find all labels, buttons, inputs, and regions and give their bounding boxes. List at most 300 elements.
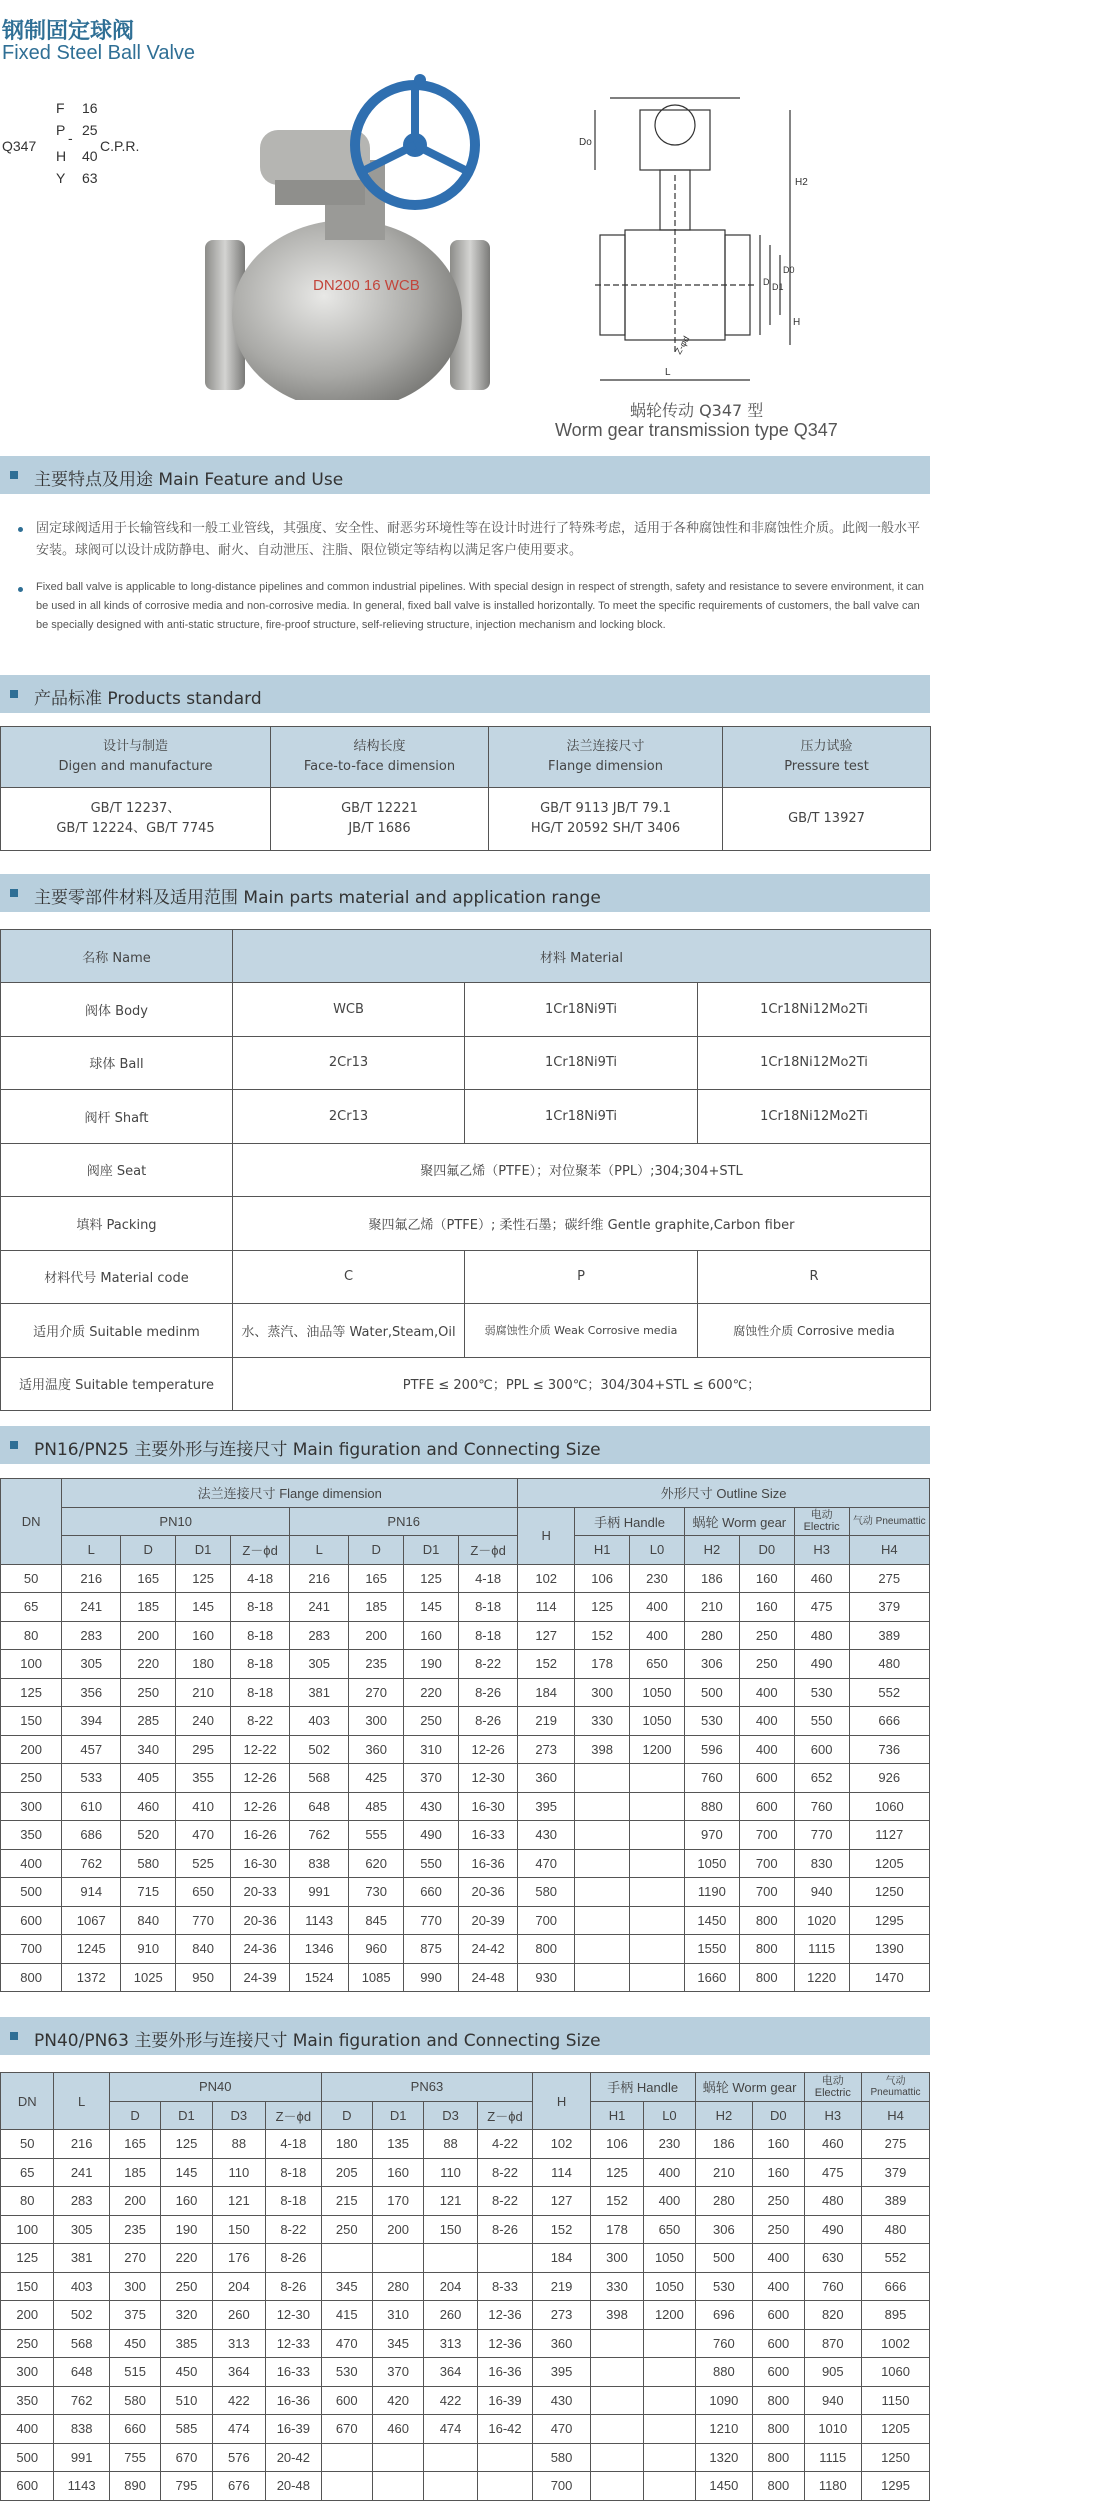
table-cell: 890 (109, 2472, 160, 2501)
drawing-label-h2: H2 (795, 177, 808, 188)
table-cell: 16-39 (477, 2386, 533, 2415)
table-cell: 1090 (695, 2386, 753, 2415)
table-cell: 430 (404, 1792, 459, 1821)
table-header-cell: 设计与制造 Digen and manufacture (1, 727, 271, 788)
table-cell: 1050 (684, 1849, 739, 1878)
table-cell: 135 (372, 2130, 423, 2159)
table-cell (575, 1821, 630, 1850)
table-header-cell: PN10 (62, 1507, 290, 1536)
table-cell: 345 (321, 2272, 372, 2301)
table-cell: 970 (684, 1821, 739, 1850)
section-bar-standard (0, 675, 930, 713)
table-cell: GB/T 12237、 GB/T 12224、GB/T 7745 (1, 788, 271, 851)
drawing-label-l: L (665, 367, 671, 378)
table-cell: 405 (121, 1764, 176, 1793)
table-cell: 300 (109, 2272, 160, 2301)
bullet-square-icon (10, 889, 18, 897)
table-cell: 8-22 (231, 1707, 290, 1736)
table-cell (630, 1821, 685, 1850)
table-cell: 152 (575, 1621, 630, 1650)
table-cell: 160 (753, 2158, 804, 2187)
table-cell: 250 (739, 1621, 794, 1650)
table-cell (644, 2415, 695, 2444)
table-cell: 650 (176, 1878, 231, 1907)
code-p-val: 25 (82, 122, 98, 138)
table-cell: 20-36 (458, 1878, 517, 1907)
table-cell: 652 (794, 1764, 849, 1793)
table-cell: 12-26 (231, 1764, 290, 1793)
table-cell: 106 (575, 1564, 630, 1593)
table-cell: 220 (161, 2244, 212, 2273)
table-cell: 250 (121, 1678, 176, 1707)
table-cell: 8-26 (458, 1678, 517, 1707)
table-cell: 200 (121, 1621, 176, 1650)
table-cell: 991 (54, 2443, 109, 2472)
table-cell: 305 (62, 1650, 121, 1679)
table-cell: 880 (684, 1792, 739, 1821)
table-cell: 160 (739, 1593, 794, 1622)
table-row: 阀座 Seat 聚四氟乙烯（PTFE）；对位聚苯（PPL）;304;304+STL (1, 1143, 931, 1197)
section-bar-materials (0, 874, 930, 912)
drawing-label-d0: D0 (783, 265, 795, 275)
table-row: 适用介质 Suitable medinm 水、蒸汽、油品等 Water,Steam,Oil 弱腐蚀性介质 Weak Corrosive media 腐蚀性介质 Corrosive media (1, 1304, 931, 1358)
table-cell: 800 (753, 2415, 804, 2444)
table-cell (424, 2472, 477, 2501)
table-cell: 305 (290, 1650, 349, 1679)
table-cell: 1115 (794, 1935, 849, 1964)
table-cell: 415 (321, 2301, 372, 2330)
table-cell: 530 (684, 1707, 739, 1736)
drawing-caption-cn: 蜗轮传动 Q347 型 (630, 401, 764, 420)
section-title: 主要零部件材料及适用范围 Main parts material and application range (34, 888, 601, 908)
table-cell: 184 (533, 2244, 591, 2273)
table-cell: 200 (1, 1735, 62, 1764)
table-cell: 375 (109, 2301, 160, 2330)
table-cell: 250 (753, 2187, 804, 2216)
section-title: PN40/PN63 主要外形与连接尺寸 Main figuration and Connecting Size (34, 2031, 601, 2051)
table-cell: 670 (161, 2443, 212, 2472)
table-cell: 200 (349, 1621, 404, 1650)
code-suffix: C.P.R. (100, 138, 140, 154)
table-row (1, 1707, 930, 1736)
table-cell: 926 (849, 1764, 929, 1793)
table-cell: 700 (518, 1906, 575, 1935)
table-cell: 770 (794, 1821, 849, 1850)
table-cell: 400 (644, 2158, 695, 2187)
table-cell: 1050 (630, 1678, 685, 1707)
table-cell: 990 (404, 1963, 459, 1992)
table-cell: 379 (849, 1593, 929, 1622)
table-cell: 403 (290, 1707, 349, 1736)
table-header-cell: 结构长度 Face-to-face dimension (271, 727, 489, 788)
table-cell: 125 (1, 1678, 62, 1707)
table-cell: 552 (862, 2244, 930, 2273)
table-cell: 1346 (290, 1935, 349, 1964)
table-cell (590, 2472, 643, 2501)
table-cell (590, 2329, 643, 2358)
table-cell: 16-26 (231, 1821, 290, 1850)
table-header-cell: DN (1, 2073, 54, 2130)
table-cell: 114 (518, 1593, 575, 1622)
table-header-cell: 名称 Name (1, 930, 233, 983)
table-header-cell: 手柄 Handle (590, 2073, 695, 2102)
table-cell (575, 1906, 630, 1935)
table-cell: 1550 (684, 1935, 739, 1964)
table-cell: 400 (739, 1735, 794, 1764)
table-cell: 295 (176, 1735, 231, 1764)
table-cell: 8-18 (266, 2158, 322, 2187)
table-cell: 762 (62, 1849, 121, 1878)
bullet-dot-icon (18, 527, 23, 532)
table-cell: 470 (533, 2415, 591, 2444)
table-cell: 186 (695, 2130, 753, 2159)
table-cell: 20-33 (231, 1878, 290, 1907)
table-cell: 991 (290, 1878, 349, 1907)
table-cell: 800 (753, 2443, 804, 2472)
table-cell: 20-48 (266, 2472, 322, 2501)
table-cell: 510 (161, 2386, 212, 2415)
table-cell: 515 (109, 2358, 160, 2387)
table-cell: 460 (121, 1792, 176, 1821)
table-cell: 700 (739, 1878, 794, 1907)
table-cell: 660 (404, 1878, 459, 1907)
table-cell: 480 (804, 2187, 862, 2216)
table-cell: GB/T 13927 (723, 788, 931, 851)
table-cell: 600 (739, 1792, 794, 1821)
table-cell: 1210 (695, 2415, 753, 2444)
table-cell: 313 (212, 2329, 265, 2358)
table-cell: 480 (862, 2215, 930, 2244)
table-cell: 475 (804, 2158, 862, 2187)
table-cell: 940 (794, 1878, 849, 1907)
table-cell: 285 (121, 1707, 176, 1736)
table-cell: 460 (372, 2415, 423, 2444)
table-cell: 762 (290, 1821, 349, 1850)
table-header-row (1, 1479, 930, 1508)
table-cell: 1205 (849, 1849, 929, 1878)
table-cell: 555 (349, 1821, 404, 1850)
table-cell: 1372 (62, 1963, 121, 1992)
table-cell (575, 1792, 630, 1821)
table-cell: 210 (176, 1678, 231, 1707)
table-cell: 596 (684, 1735, 739, 1764)
table-cell: 502 (290, 1735, 349, 1764)
table-cell: 145 (176, 1593, 231, 1622)
table-cell: 12-22 (231, 1735, 290, 1764)
table-cell (630, 1792, 685, 1821)
table-cell (644, 2386, 695, 2415)
table-cell: 666 (849, 1707, 929, 1736)
table-header-cell: H1 (575, 1536, 630, 1565)
table-cell: 840 (121, 1906, 176, 1935)
table-cell: 676 (212, 2472, 265, 2501)
table-cell: 235 (109, 2215, 160, 2244)
table-header-cell: 电动 Electric (794, 1507, 849, 1536)
table-cell: 490 (804, 2215, 862, 2244)
table-header-row (1, 1536, 930, 1565)
table-cell: 24-36 (231, 1935, 290, 1964)
table-cell: 280 (695, 2187, 753, 2216)
table-cell: 8-33 (477, 2272, 533, 2301)
table-cell: 235 (349, 1650, 404, 1679)
table-cell: 4-22 (477, 2130, 533, 2159)
table-header-cell: DN (1, 1479, 62, 1565)
table-header-cell: PN16 (290, 1507, 518, 1536)
table-cell: 600 (1, 1906, 62, 1935)
table-header-row (1, 2073, 930, 2102)
table-cell: 389 (849, 1621, 929, 1650)
table-header-cell: H2 (695, 2101, 753, 2130)
table-cell: 360 (518, 1764, 575, 1793)
table-cell: 340 (121, 1735, 176, 1764)
table-cell: 895 (862, 2301, 930, 2330)
table-header-cell: Z－ϕd (266, 2101, 322, 2130)
table-cell: 160 (739, 1564, 794, 1593)
table-cell: 755 (109, 2443, 160, 2472)
table-cell: 127 (533, 2187, 591, 2216)
table-cell: 940 (804, 2386, 862, 2415)
table-row (1, 1593, 930, 1622)
table-cell: 490 (404, 1821, 459, 1850)
table-cell: 275 (862, 2130, 930, 2159)
table-header-cell: H2 (684, 1536, 739, 1565)
table-cell: 8-26 (266, 2272, 322, 2301)
table-cell: 1143 (54, 2472, 109, 2501)
standard-table (0, 726, 931, 851)
table-cell: 1180 (804, 2472, 862, 2501)
table-header-cell: H (533, 2073, 591, 2130)
table-cell (590, 2443, 643, 2472)
table-cell: 379 (862, 2158, 930, 2187)
table-cell: 330 (575, 1707, 630, 1736)
table-cell (630, 1935, 685, 1964)
table-cell: 648 (290, 1792, 349, 1821)
bullet-square-icon (10, 471, 18, 479)
table-cell: 260 (212, 2301, 265, 2330)
table-cell: 250 (1, 1764, 62, 1793)
table-header-cell: 电动 Electric (804, 2073, 862, 2102)
table-cell: 241 (62, 1593, 121, 1622)
table-cell: 8-18 (231, 1650, 290, 1679)
table-cell: 8-26 (458, 1707, 517, 1736)
table-cell: 8-22 (458, 1650, 517, 1679)
drawing-label-do: Do (579, 137, 592, 148)
code-f: F (56, 100, 65, 116)
table-cell: 1020 (794, 1906, 849, 1935)
table-cell: 165 (349, 1564, 404, 1593)
table-row (1, 2244, 930, 2273)
code-y: Y (56, 170, 66, 186)
table-cell: 600 (753, 2358, 804, 2387)
table-cell: 8-18 (231, 1678, 290, 1707)
table-cell: 160 (372, 2158, 423, 2187)
table-cell: 530 (695, 2272, 753, 2301)
table-cell: 480 (794, 1621, 849, 1650)
table-cell: 1205 (862, 2415, 930, 2444)
table-cell: 422 (212, 2386, 265, 2415)
table-header-cell: L (54, 2073, 109, 2130)
table-cell: 530 (794, 1678, 849, 1707)
table-cell: 165 (109, 2130, 160, 2159)
table-cell: 152 (533, 2215, 591, 2244)
table-cell: 280 (684, 1621, 739, 1650)
table-cell: 219 (533, 2272, 591, 2301)
table-cell: 152 (518, 1650, 575, 1679)
table-cell: 1050 (630, 1707, 685, 1736)
table-cell: 16-30 (458, 1792, 517, 1821)
table-cell: 280 (372, 2272, 423, 2301)
table-cell (630, 1963, 685, 1992)
model-code (2, 100, 162, 190)
table-cell: 686 (62, 1821, 121, 1850)
photo-mark: DN200 16 WCB (313, 277, 420, 294)
table-cell: 568 (54, 2329, 109, 2358)
table-cell: 430 (533, 2386, 591, 2415)
table-row (1, 2415, 930, 2444)
table-cell: 648 (54, 2358, 109, 2387)
table-cell: 460 (794, 1564, 849, 1593)
table-cell: 150 (212, 2215, 265, 2244)
table-cell: 1050 (644, 2272, 695, 2301)
table-cell: 16-36 (266, 2386, 322, 2415)
table-cell: 800 (1, 1963, 62, 1992)
table-cell: 204 (424, 2272, 477, 2301)
bullet-square-icon (10, 2032, 18, 2040)
table-cell: 1002 (862, 2329, 930, 2358)
table-cell: 176 (212, 2244, 265, 2273)
drawing-caption-en: Worm gear transmission type Q347 (555, 420, 838, 440)
table-header-cell: 手柄 Handle (575, 1507, 685, 1536)
table-cell: 600 (739, 1764, 794, 1793)
table-cell: 250 (161, 2272, 212, 2301)
table-cell: 8-18 (458, 1621, 517, 1650)
table-cell: 178 (575, 1650, 630, 1679)
table-cell: 400 (644, 2187, 695, 2216)
table-header-row (1, 1507, 930, 1536)
pn40-dimension-table (0, 2072, 930, 2501)
table-header-cell: H3 (794, 1536, 849, 1565)
table-cell: 530 (321, 2358, 372, 2387)
table-header-cell: 法兰连接尺寸 Flange dimension (489, 727, 723, 788)
table-cell: 580 (109, 2386, 160, 2415)
table-cell: 24-48 (458, 1963, 517, 1992)
table-cell: 12-36 (477, 2329, 533, 2358)
table-cell: GB/T 9113 JB/T 79.1 HG/T 20592 SH/T 3406 (489, 788, 723, 851)
table-cell: 8-18 (266, 2187, 322, 2216)
table-header-cell: H1 (590, 2101, 643, 2130)
table-cell: 216 (62, 1564, 121, 1593)
table-cell: 736 (849, 1735, 929, 1764)
code-h: H (56, 148, 67, 164)
table-header-cell: 蜗轮 Worm gear (695, 2073, 804, 2102)
table-header-cell: PN40 (109, 2073, 321, 2102)
table-row (1, 1821, 930, 1850)
table-cell: 840 (176, 1935, 231, 1964)
valve-photo (205, 70, 495, 400)
table-cell: 16-36 (458, 1849, 517, 1878)
table-cell: 568 (290, 1764, 349, 1793)
table-cell: 700 (739, 1821, 794, 1850)
table-cell: 100 (1, 2215, 54, 2244)
section-title: PN16/PN25 主要外形与连接尺寸 Main figuration and Connecting Size (34, 1440, 601, 1460)
table-cell: 620 (349, 1849, 404, 1878)
table-cell: 1295 (862, 2472, 930, 2501)
table-header-cell: D1 (404, 1536, 459, 1565)
table-row (1, 1935, 930, 1964)
table-cell: 190 (404, 1650, 459, 1679)
table-cell: 700 (739, 1849, 794, 1878)
table-cell: 273 (518, 1735, 575, 1764)
title-cn: 钢制固定球阀 (2, 19, 135, 44)
table-cell: 420 (372, 2386, 423, 2415)
table-cell: 8-22 (477, 2187, 533, 2216)
table-cell: 4-18 (266, 2130, 322, 2159)
table-cell: 450 (109, 2329, 160, 2358)
table-row (1, 1735, 930, 1764)
table-row (1, 1792, 930, 1821)
table-cell: 830 (794, 1849, 849, 1878)
table-row (1, 2215, 930, 2244)
table-cell: 300 (575, 1678, 630, 1707)
table-header-cell: H4 (862, 2101, 930, 2130)
table-header-cell: 蜗轮 Worm gear (684, 1507, 794, 1536)
code-h-val: 40 (82, 148, 98, 164)
table-cell: 300 (1, 2358, 54, 2387)
table-header-cell: D1 (161, 2101, 212, 2130)
table-cell: 760 (794, 1792, 849, 1821)
table-cell: 150 (1, 1707, 62, 1736)
table-cell (424, 2244, 477, 2273)
table-cell: 127 (518, 1621, 575, 1650)
table-cell: 1250 (862, 2443, 930, 2472)
table-cell: 20-39 (458, 1906, 517, 1935)
table-cell: 125 (1, 2244, 54, 2273)
table-cell: 205 (321, 2158, 372, 2187)
table-cell (477, 2443, 533, 2472)
feature-text-en: Fixed ball valve is applicable to long-distance pipelines and common industrial pipelines. With special design in respect of strength, safety and resistance to severe environment, it can be used in all kinds of corrosive media and non-corrosive media. In general, fixed ball valve is installed horizontally. To meet the specific requirements of customers, the ball valve can be specially designed with anti-static structure, fire-proof structure, self-relieving structure, injection mechanism and locking block. (18, 578, 930, 658)
table-cell: 700 (1, 1935, 62, 1964)
table-cell: 1470 (849, 1963, 929, 1992)
table-cell: 838 (290, 1849, 349, 1878)
table-cell: 1060 (862, 2358, 930, 2387)
table-cell: 350 (1, 1821, 62, 1850)
table-cell: 394 (62, 1707, 121, 1736)
bullet-dot-icon (18, 587, 23, 592)
materials-table (0, 929, 931, 1411)
table-cell: 300 (590, 2244, 643, 2273)
table-cell: 1450 (695, 2472, 753, 2501)
table-cell: 185 (121, 1593, 176, 1622)
pn16-dimension-table (0, 1478, 930, 1992)
table-cell: 250 (321, 2215, 372, 2244)
table-cell: 770 (176, 1906, 231, 1935)
table-header-cell: Z－ϕd (458, 1536, 517, 1565)
table-cell: 470 (176, 1821, 231, 1850)
table-cell: 580 (533, 2443, 591, 2472)
table-cell: 795 (161, 2472, 212, 2501)
table-cell: 216 (54, 2130, 109, 2159)
table-cell: 215 (321, 2187, 372, 2216)
table-cell: 400 (753, 2244, 804, 2273)
table-cell: 762 (54, 2386, 109, 2415)
table-cell: 820 (804, 2301, 862, 2330)
table-cell: 533 (62, 1764, 121, 1793)
table-cell: 400 (753, 2272, 804, 2301)
table-cell (630, 1849, 685, 1878)
table-cell: 470 (518, 1849, 575, 1878)
table-cell: 8-26 (477, 2215, 533, 2244)
table-cell: 1115 (804, 2443, 862, 2472)
